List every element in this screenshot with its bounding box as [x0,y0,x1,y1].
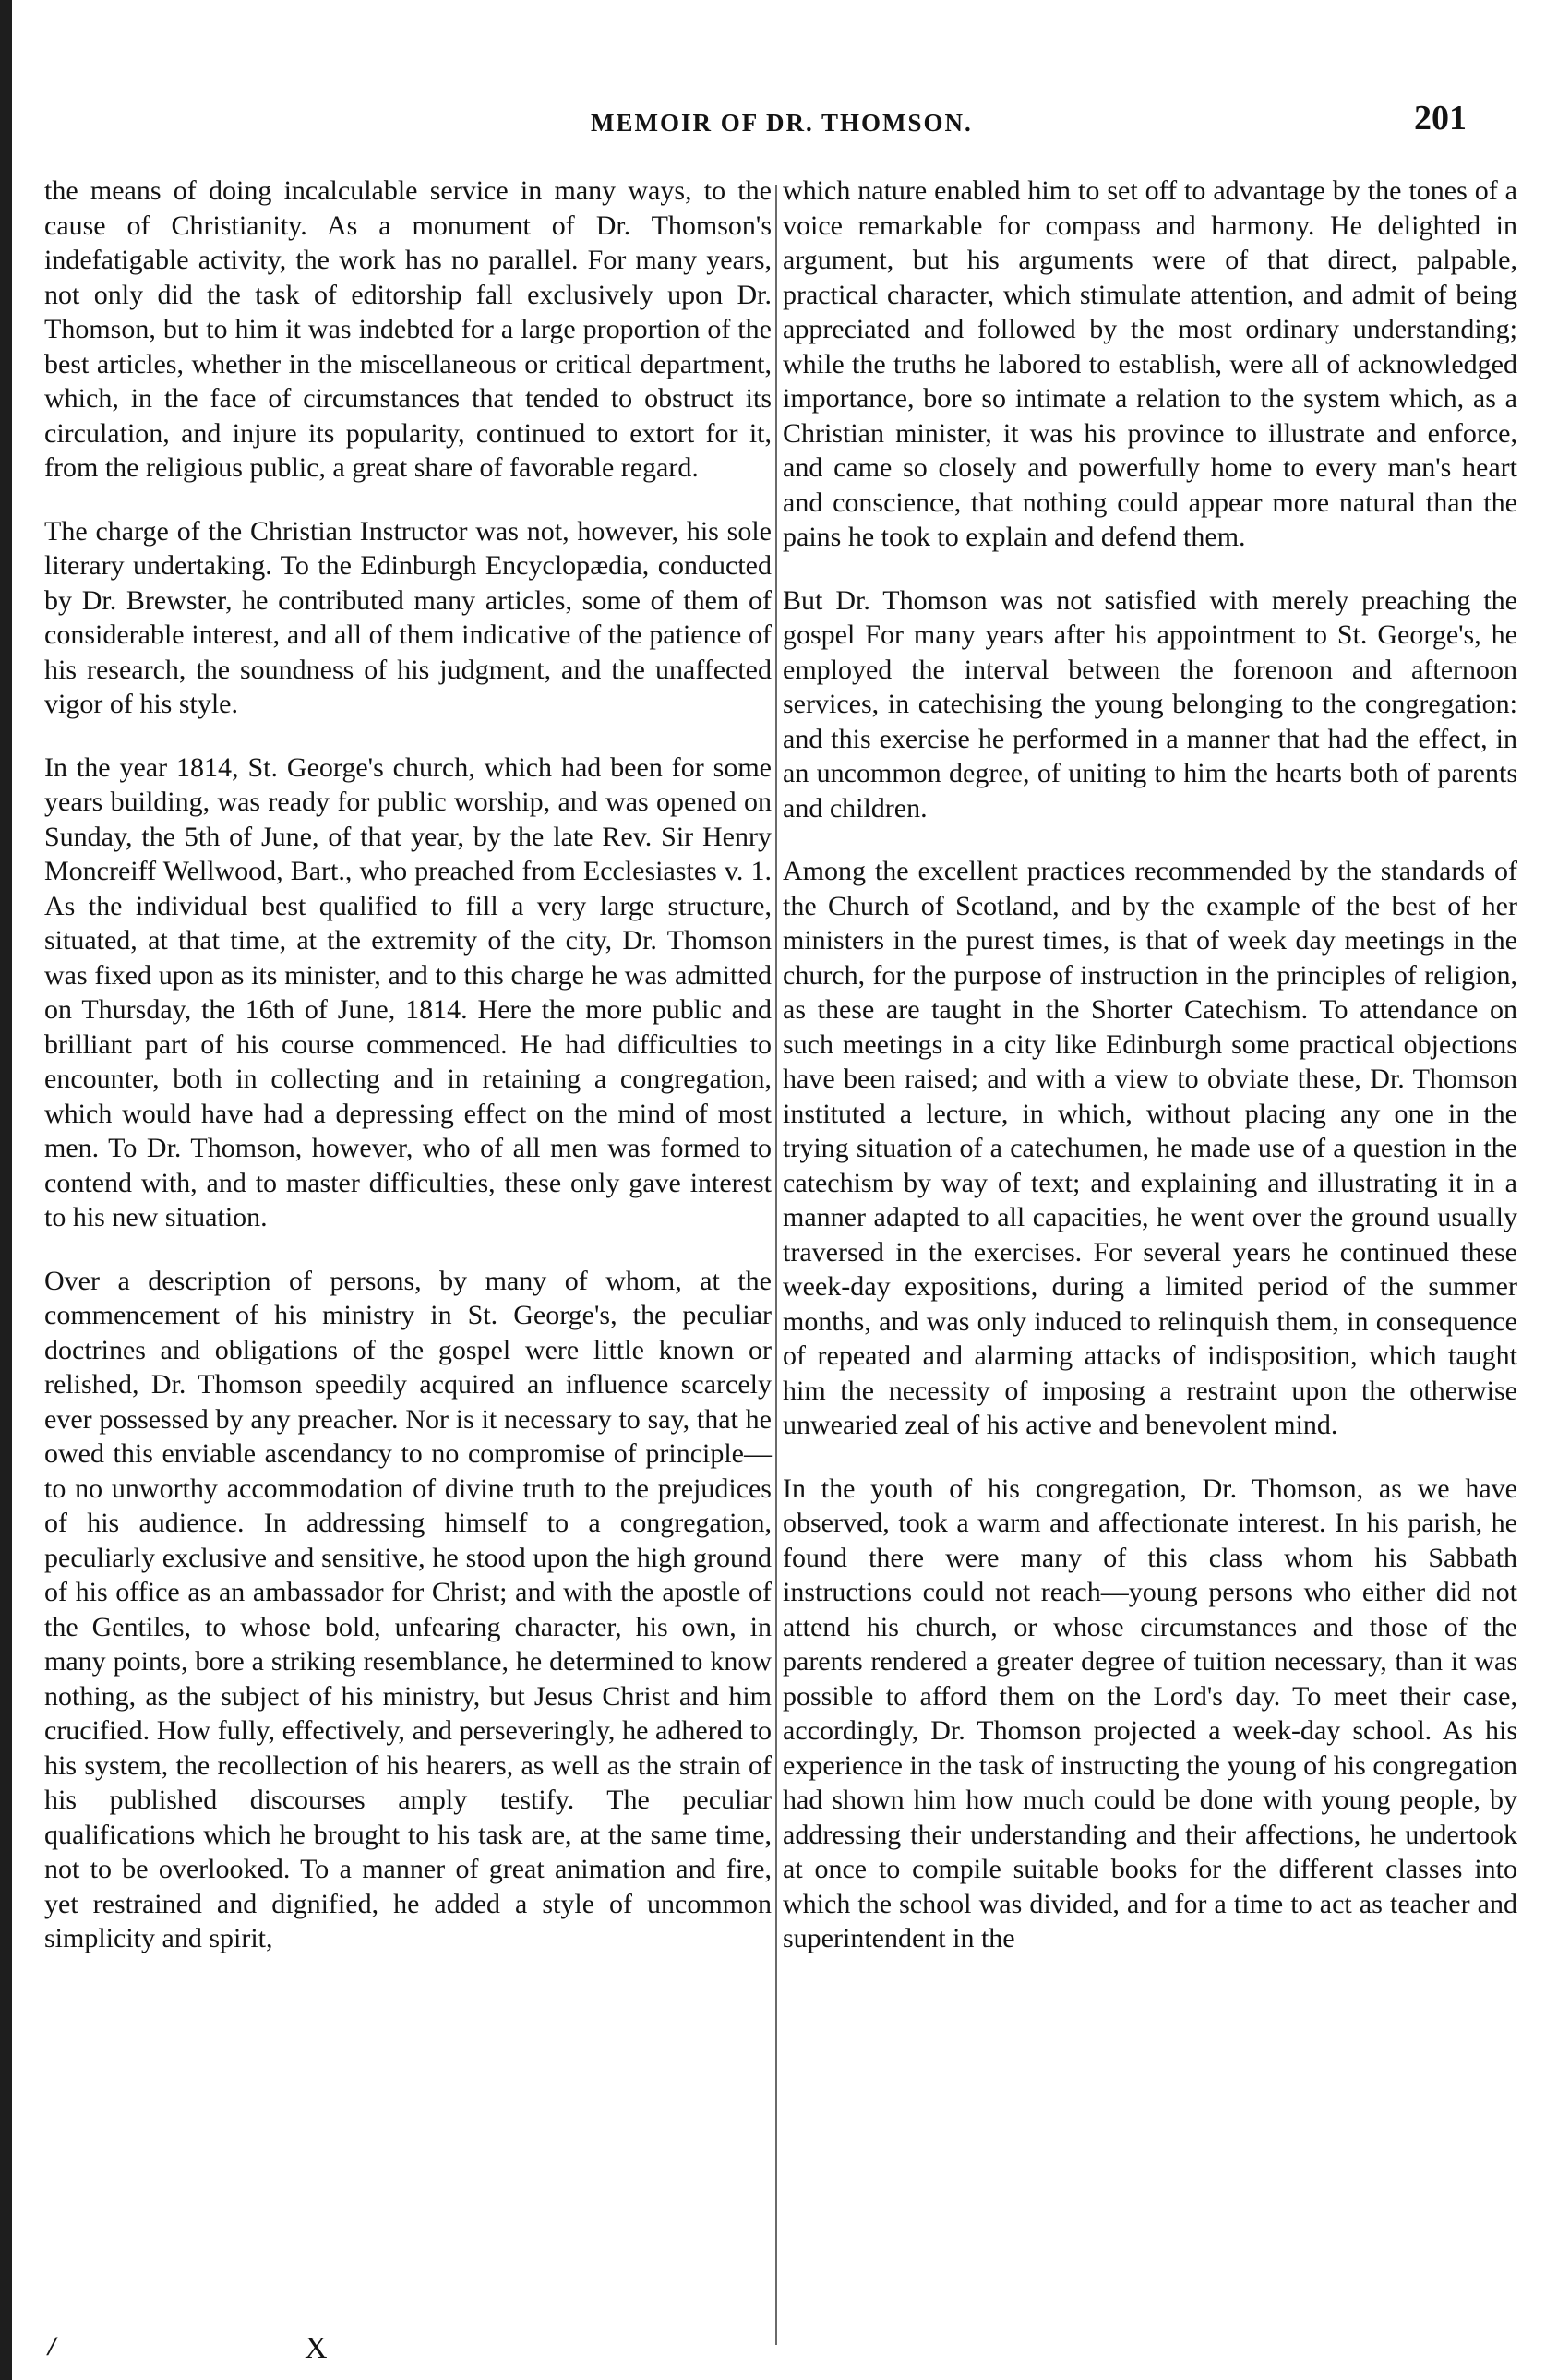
paragraph: which nature enabled him to set off to advantage by the tones of a voice remarkable for compass and harmony. He delighted in argument, but his arguments were of that direct, palpable, practical character, which stimulate attention, and admit of being appreciated and followed by the most ordinary understanding; while the truths he labored to establish, were all of acknowledged importance, bore so intimate a relation to the system which, as a Christian minister, it was his province to illustrate and enforce, and came so closely and powerfully home to every man's heart and conscience, that nothing could appear more natural than the pains he took to explain and defend them. [783,175,1517,552]
paragraph: the means of doing incalculable service in many ways, to the cause of Christianity. As a monument of Dr. Thomson's indefatigable activity, the work has no parallel. For many years, not only did the task of editorship fall exclusively upon Dr. Thomson, but to him it was indebted for a large proportion of the best articles, whether in the miscellaneous or critical department, which, in the face of circumstances that tended to obstruct its circulation, and injure its popularity, continued to extort for it, from the religious public, a great share of favorable regard. [44,175,772,483]
left-column [44,174,772,1985]
paragraph: The charge of the Christian Instructor was not, however, his sole literary undertaking. To the Edinburgh Encyclopædia, conducted by Dr. Brewster, he contributed many articles, some of them of considerable interest, and all of them indicative of the patience of his research, the soundness of his judgment, and the unaffected vigor of his style. [44,515,772,719]
column-divider [775,185,777,2345]
signature-mark: X [305,2331,328,2365]
running-head: MEMOIR OF DR. THOMSON. [591,109,973,137]
paragraph: Among the excellent practices recommended by the standards of the Church of Scotland, and by the example of the best of her ministers in the purest times, is that of week day meetings in the church, for the purpose of instruction in the principles of religion, as these are taught in the Shorter Catechism. To attendance on such meetings in a city like Edinburgh some practical objections have been raised; and with a view to obviate these, Dr. Thomson instituted a lecture, in which, without placing any one in the trying situation of a catechumen, he made use of a question in the catechism by way of text; and explaining and illustrating it in a manner adapted to all capacities, he went over the ground usually traversed in the exercises. For several years he continued these week-day expositions, during a limited period of the summer months, and was only induced to relinquish them, in consequence of repeated and alarming attacks of indisposition, which taught him the necessity of imposing a restraint upon the otherwise unwearied zeal of his active and benevolent mind. [783,856,1517,1440]
paragraph: In the year 1814, St. George's church, which had been for some years building, was ready for public worship, and was opened on Sunday, the 5th of June, of that year, by the late Rev. Sir Henry Moncreiff Wellwood, Bart., who preached from Ecclesiastes v. 1. As the individual best qualified to fill a very large structure, situated, at that time, at the extremity of the city, Dr. Thomson was fixed upon as its minister, and to this charge he was admitted on Thursday, the 16th of June, 1814. Here the more public and brilliant part of his course commenced. He had difficulties to encounter, both in collecting and in retaining a congregation, which would have had a depressing effect on the mind of most men. To Dr. Thomson, however, who of all men was formed to contend with, and to master difficulties, these only gave interest to his new situation. [44,751,772,1232]
page-number: 201 [1414,99,1467,138]
right-column [783,174,1517,1985]
paragraph: In the youth of his congregation, Dr. Thomson, as we have observed, took a warm and affectionate interest. In his parish, he found there were many of this class whom his Sabbath instructions could not reach—young persons who either did not attend his church, or whose circumstances and those of the parents rendered a greater degree of tuition necessary, than it was possible to afford them on the Lord's day. To meet their case, accordingly, Dr. Thomson projected a week-day school. As his experience in the task of instructing the young of his congregation had shown him how much could be done with young people, by addressing their understanding and their affections, he undertook at once to compile suitable books for the different classes into which the school was divided, and for a time to act as teacher and superintendent in the [783,1472,1517,1953]
stray-ink-mark: / [48,2331,56,2362]
page-edge-shadow [0,0,12,2380]
paragraph: But Dr. Thomson was not satisfied with merely preaching the gospel For many years after his appointment to St. George's, he employed the interval between the forenoon and afternoon services, in catechising the young belonging to the congregation: and this exercise he performed in a manner that had the effect, in an uncommon degree, of uniting to him the hearts both of parents and children. [783,584,1517,823]
paragraph: Over a description of persons, by many of whom, at the commencement of his ministry in St. George's, the peculiar doctrines and obligations of the gospel were little known or relished, Dr. Thomson speedily acquired an influence scarcely ever possessed by any preacher. Nor is it necessary to say, that he owed this enviable ascendancy to no compromise of principle—to no unworthy accommodation of divine truth to the prejudices of his audience. In addressing himself to a congregation, peculiarly exclusive and sensitive, he stood upon the high ground of his office as an ambassador for Christ; and with the apostle of the Gentiles, to whose bold, unfearing character, his own, in many points, bore a striking resemblance, he determined to know nothing, as the subject of his ministry, but Jesus Christ and him crucified. How fully, effectively, and perseveringly, he adhered to his system, the recollection of his hearers, as well as the strain of his published discourses amply testify. The peculiar qualifications which he brought to his task are, at the same time, not to be overlooked. To a manner of great animation and fire, yet restrained and dignified, he added a style of uncommon simplicity and spirit, [44,1265,772,1953]
